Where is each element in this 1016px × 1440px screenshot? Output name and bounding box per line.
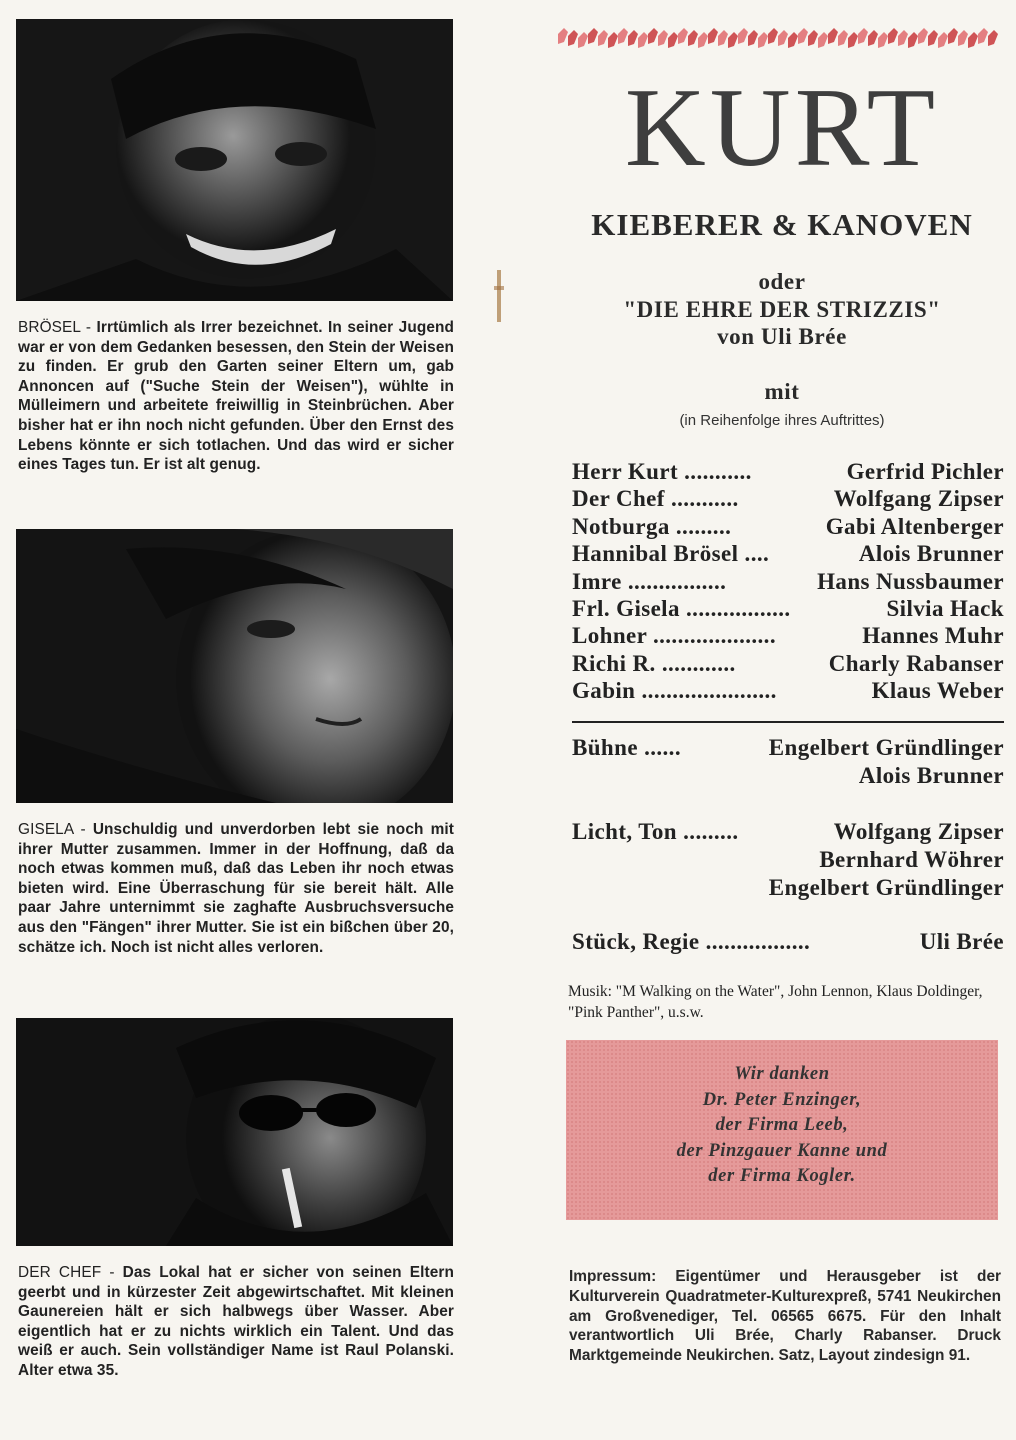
author-line: von Uli Brée [717,324,847,349]
cast-row [572,540,1004,567]
order-note: (in Reihenfolge ihres Auftrittes) [679,412,885,429]
cast-role: Hannibal Brösel .... [572,541,770,567]
thanks-line: der Firma Kogler. [708,1166,856,1187]
crew-label: Bühne ...... [572,735,681,760]
thanks-line: der Pinzgauer Kanne und [676,1140,888,1161]
cast-row [572,485,1004,512]
bio-text: Unschuldig und unverdorben lebt sie noch mit ihrer Mutter zusammen. Immer in der Hoffnung, daß da noch etwas kommen muß, daß das Leben ihr noch etwas bieten wird. Eine Überraschung für sie bereit hält. Alle paar Jahre unternimmt sie zaghafte Ausbruchsversuche aus den "Fängen" ihrer Mutter. Sie ist ein bißchen über 20, schätze ich. Noch ist nicht alles verloren. [18,821,454,956]
divider [572,721,1004,723]
mit-label: mit [764,379,800,404]
cast-role: Frl. Gisela ................. [572,595,791,621]
cast-actor: Gabi Altenberger [825,513,1004,539]
staple-mark [492,268,506,328]
thanks-box [566,1040,998,1220]
crew-buehne [572,734,1004,790]
crew-name: Uli Brée [919,929,1004,954]
thanks-line: Wir danken [734,1064,830,1084]
crew-label: Licht, Ton ......... [572,819,739,844]
cast-row [572,622,1004,649]
cast-actor: Alois Brunner [858,541,1004,567]
cast-row [572,595,1004,622]
portrait-photo-broesel [16,19,453,301]
cast-actor: Hannes Muhr [862,623,1004,649]
cast-row [572,458,1004,485]
crew-name: Engelbert Gründlinger [768,735,1004,760]
bio-lead: GISELA - [18,821,93,838]
cast-actor: Gerfrid Pichler [846,459,1004,484]
cast-role: Gabin ...................... [572,678,777,704]
cast-row [572,650,1004,677]
cast-actor: Hans Nussbaumer [817,568,1004,594]
portrait-photo-gisela [16,529,453,803]
thanks-line: der Firma Leeb, [715,1115,849,1136]
thanks-text [566,1062,998,1190]
crew-licht-ton [572,818,1004,902]
thanks-line: Dr. Peter Enzinger, [702,1089,862,1110]
cast-role: Notburga ......... [572,513,732,539]
cast-row [572,677,1004,704]
bio-gisela [18,820,454,957]
music-credits: Musik: "M Walking on the Water", John Lennon, Klaus Doldinger, "Pink Panther", u.s.w. [568,983,983,1021]
cast-row [572,513,1004,540]
crew-name: Wolfgang Zipser [833,819,1004,844]
bio-lead: DER CHEF - [18,1264,123,1281]
crew-name: Alois Brunner [858,763,1004,788]
crew-stueck-regie [572,928,1004,956]
portrait-photo-der-chef [16,1018,453,1246]
cast-list [572,458,1004,705]
cast-actor: Klaus Weber [871,678,1004,704]
oder-label: oder [758,269,806,294]
cast-actor: Silvia Hack [886,595,1004,621]
impressum: Impressum: Eigentümer und Herausgeber ist der Kulturverein Quadratmeter-Kulturexpreß, 5741 Neukirchen am Großvenediger, Tel. 06565 6675. Für den Inhalt verantwortlich Uli Brée, Charly Rabanser. Druck Marktgemeinde Neukirchen. Satz, Layout zindesign 91. [569,1268,1001,1365]
cast-row [572,568,1004,595]
cast-role: Der Chef ........... [572,486,739,512]
cast-role: Imre ................ [572,568,727,594]
title: KURT [624,66,940,190]
crew-name: Bernhard Wöhrer [819,847,1004,872]
bio-lead: BRÖSEL - [18,319,97,336]
bio-text: Das Lokal hat er sicher von seinen Eltern geerbt und in kürzester Zeit abgewirtschaftet. Mit kleinen Gaunereien hält er sich halbwegs über Wasser. Aber eigentlich hat er zu nichts wirklich ein Talent. Und das weiß er auch. Sein vollständiger Name ist Raul Polanski. Alter etwa 35. [18,1264,454,1379]
decorative-red-border [558,26,998,52]
crew-label: Stück, Regie ................. [572,929,811,954]
cast-actor: Charly Rabanser [828,650,1004,676]
bio-der-chef [18,1263,454,1381]
cast-role: Richi R. ............ [572,650,736,676]
crew-name: Engelbert Gründlinger [768,875,1004,900]
bio-broesel [18,318,454,475]
cast-actor: Wolfgang Zipser [833,486,1004,512]
cast-role: Herr Kurt ........... [572,459,752,484]
alt-title: "DIE EHRE DER STRIZZIS" [623,297,941,322]
cast-role: Lohner .................... [572,623,776,649]
subtitle: KIEBERER & KANOVEN [591,207,973,242]
bio-text: Irrtümlich als Irrer bezeichnet. In seiner Jugend war er von dem Gedanken besessen, den Stein der Weisen zu finden. Er grub den Garten seiner Eltern um, gab Annoncen auf ("Suche Stein der Weisen"), wühlte in Mülleimern und arbeitete freiwillig in Steinbrüchen. Aber bisher hat er ihn noch nicht gefunden. Über den Ernst des Lebens könnte er sich totlachen. Und das wird er sicher eines Tages tun. Er ist alt genug. [18,319,454,474]
